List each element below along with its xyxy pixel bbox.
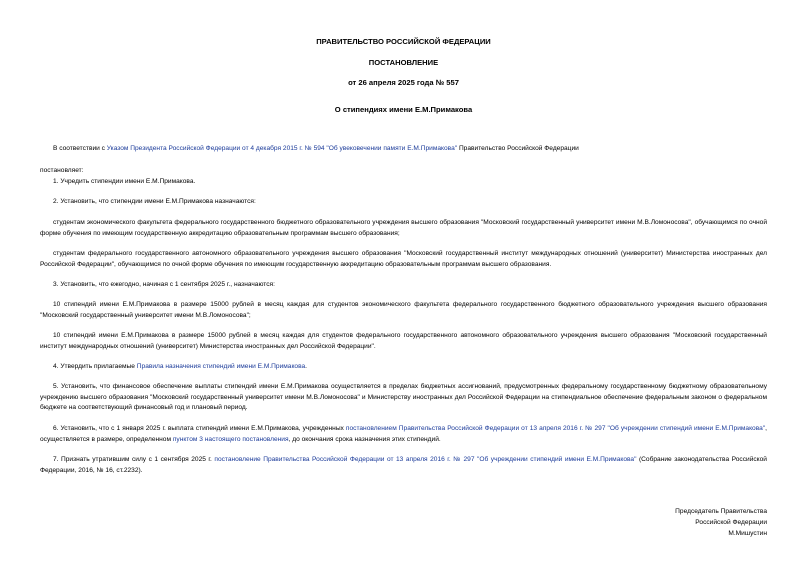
preamble-paragraph: [40, 144, 579, 155]
paragraph-7-end: (Собрание законодательства Российской Федерации, 2016, № 16, ст.2232).: [40, 456, 767, 474]
government-heading: ПРАВИТЕЛЬСТВО РОССИЙСКОЙ ФЕДЕРАЦИИ: [316, 37, 491, 46]
paragraph-2a: студентам экономического факультета федерального государственного бюджетного образовательного учреждения высшего образования "Московский государственный университет имени М.В.Ломоносова", обучающимся по очной форме обучения по имеющим государственную аккредитацию образовательным программам высшего образования;: [40, 219, 767, 237]
document-type-heading: ПОСТАНОВЛЕНИЕ: [368, 58, 439, 67]
document-date-number: от 26 апреля 2025 года № 557: [348, 78, 459, 87]
paragraph-6-end: , до окончания срока назначения этих стипендий.: [288, 435, 441, 443]
point-3-link[interactable]: пунктом 3 настоящего постановления: [172, 435, 289, 443]
paragraph-3: 3. Установить, что ежегодно, начиная с 1 сентября 2025 г., назначаются:: [53, 281, 275, 288]
paragraph-4: [40, 362, 307, 373]
paragraph-4-end: .: [305, 363, 308, 370]
signature-position: Председатель Правительства: [675, 508, 767, 515]
paragraph-3b: 10 стипендий имени Е.М.Примакова в размере 15000 рублей в месяц каждая для студентов федерального государственного автономного образовательного учреждения высшего образования "Московский государственный институт международных отношений (университет) Министерства иностранных дел Российской Федерации".: [40, 332, 767, 350]
presidential-decree-link[interactable]: Указом Президента Российской Федерации от 4 декабря 2015 г. № 594 "Об увековечении памяти Е.М.Примакова": [106, 145, 458, 152]
paragraph-2b: студентам федерального государственного автономного образовательного учреждения высшего образования "Московский государственный институт международных отношений (университет) Министерства иностранных дел Российской Федерации", обучающимся по очной форме обучения по имеющим государственную аккредитацию образовательным программам высшего образования.: [40, 250, 767, 268]
preamble-text-after: Правительство Российской Федерации: [457, 145, 579, 152]
paragraph-6-middle: , осуществляется в размере, определенном: [40, 425, 767, 443]
paragraph-6: [40, 424, 767, 445]
paragraph-2: 2. Установить, что стипендии имени Е.М.Примакова назначаются:: [53, 198, 256, 205]
signature-name: М.Мишустин: [728, 530, 767, 537]
paragraph-7-text: 7. Признать утратившим силу с 1 сентября 2025 г.: [53, 456, 215, 463]
signature-organization: Российской Федерации: [695, 519, 767, 526]
paragraph-7: [40, 455, 767, 476]
paragraph-1: 1. Учредить стипендии имени Е.М.Примакова.: [53, 178, 196, 185]
resolution-297-link[interactable]: постановлением Правительства Российской Федерации от 13 апреля 2016 г. № 297 "Об учреждении стипендий имени Е.М.Примакова": [345, 425, 766, 432]
paragraph-5: 5. Установить, что финансовое обеспечение выплаты стипендий имени Е.М.Примакова осуществляется в пределах бюджетных ассигнований, предусмотренных федеральному государственному бюджетному образовательному учреждению высшего образования "Московский государственный университет имени М.В.Ломоносова" и Министерству иностранных дел Российской Федерации на стипендиальное обеспечение федеральным законом о федеральном бюджете на соответствующий финансовый год и плановый период.: [40, 383, 767, 411]
paragraph-3a: 10 стипендий имени Е.М.Примакова в размере 15000 рублей в месяц каждая для студентов экономического факультета федерального государственного бюджетного образовательного учреждения высшего образования "Московский государственный университет имени М.В.Ломоносова";: [40, 301, 767, 319]
paragraph-6-text: 6. Установить, что с 1 января 2025 г. выплата стипендий имени Е.М.Примакова, учрежденных: [53, 425, 346, 432]
paragraph-4-text: 4. Утвердить прилагаемые: [53, 363, 137, 370]
repealed-resolution-link[interactable]: постановление Правительства Российской Федерации от 13 апреля 2016 г. № 297 "Об учреждении стипендий имени Е.М.Примакова": [214, 456, 637, 463]
scholarship-rules-link[interactable]: Правила назначения стипендий имени Е.М.Примакова: [136, 363, 306, 370]
preamble-text-before: В соответствии с: [53, 145, 107, 152]
document-title: О стипендиях имени Е.М.Примакова: [334, 105, 473, 114]
postanovlyaet-text: постановляет:: [40, 167, 84, 174]
